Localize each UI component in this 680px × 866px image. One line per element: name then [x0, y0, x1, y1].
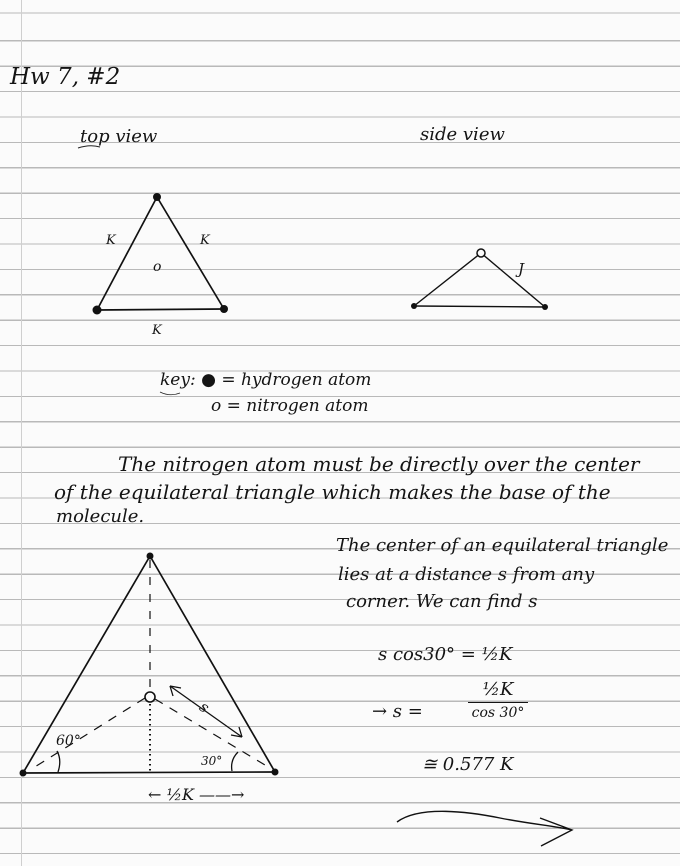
key-underline	[160, 392, 180, 395]
pyramid-right-edge	[150, 556, 275, 772]
side-note-line-2: lies at a distance s from any	[338, 564, 595, 585]
fraction-bar	[468, 702, 528, 703]
top-view-label-right: K	[200, 233, 210, 248]
top-view-base-edge	[97, 309, 224, 310]
equation-2-fraction	[468, 680, 528, 722]
top-view-underline	[78, 146, 100, 148]
centroid-to-left-dashed	[30, 698, 145, 770]
pyramid-base	[23, 772, 275, 773]
left-angle-arc	[57, 751, 60, 772]
side-note-line-1: The center of an equilateral triangle	[336, 535, 669, 556]
angle-60-label: 60°	[56, 733, 81, 749]
continue-arrow	[397, 811, 572, 846]
side-view-left-edge	[414, 253, 481, 306]
pyramid-left-edge	[23, 556, 150, 773]
top-view-label-left: K	[106, 233, 116, 248]
homework-title: Hw 7, #2	[10, 64, 121, 90]
pyramid-diagram	[20, 553, 279, 805]
s-side-label: s	[196, 697, 213, 717]
paragraph-line-3: molecule.	[56, 506, 145, 527]
equation-2-numerator: ½K	[482, 679, 514, 700]
half-base-label: ← ½K ——→	[148, 785, 245, 804]
top-view-right-edge	[157, 197, 224, 309]
hydrogen-atom-right	[220, 305, 228, 313]
pyramid-right-atom	[272, 769, 279, 776]
top-view-center-mark: o	[153, 259, 162, 275]
side-view-right-edge	[481, 253, 545, 307]
side-view-base	[414, 306, 545, 307]
equation-2-prefix: → s =	[372, 701, 423, 722]
side-note-line-3: corner. We can find s	[346, 591, 538, 612]
paragraph-line-2: of the equilateral triangle which makes the base of the	[54, 480, 611, 504]
pyramid-nitrogen-atom	[145, 692, 155, 702]
side-view-diagram	[411, 249, 548, 310]
pyramid-left-atom	[20, 770, 27, 777]
right-angle-arc	[232, 752, 238, 771]
side-view-label-j: J	[518, 260, 525, 278]
hydrogen-atom-side-left	[411, 303, 417, 309]
equation-2-denominator: cos 30°	[471, 705, 525, 722]
hydrogen-atom-side-right	[542, 304, 548, 310]
equation-3: ≅ 0.577 K	[422, 754, 514, 775]
paragraph-line-1: The nitrogen atom must be directly over the center	[118, 452, 640, 476]
top-view-label-bottom: K	[152, 323, 162, 338]
pyramid-apex-atom	[147, 553, 154, 560]
top-view-caption: top view	[80, 126, 158, 147]
nitrogen-atom-side	[477, 249, 485, 257]
key-hydrogen: key: ● = hydrogen atom	[160, 370, 372, 390]
hydrogen-atom-left	[93, 306, 102, 315]
equation-1: s cos30° = ½K	[378, 644, 513, 665]
key-nitrogen: o = nitrogen atom	[211, 396, 369, 416]
hydrogen-atom-top	[153, 193, 161, 201]
top-view-left-edge	[97, 197, 157, 310]
angle-30-label: 30°	[201, 754, 223, 768]
top-view-diagram	[93, 193, 229, 338]
side-view-caption: side view	[420, 124, 505, 145]
